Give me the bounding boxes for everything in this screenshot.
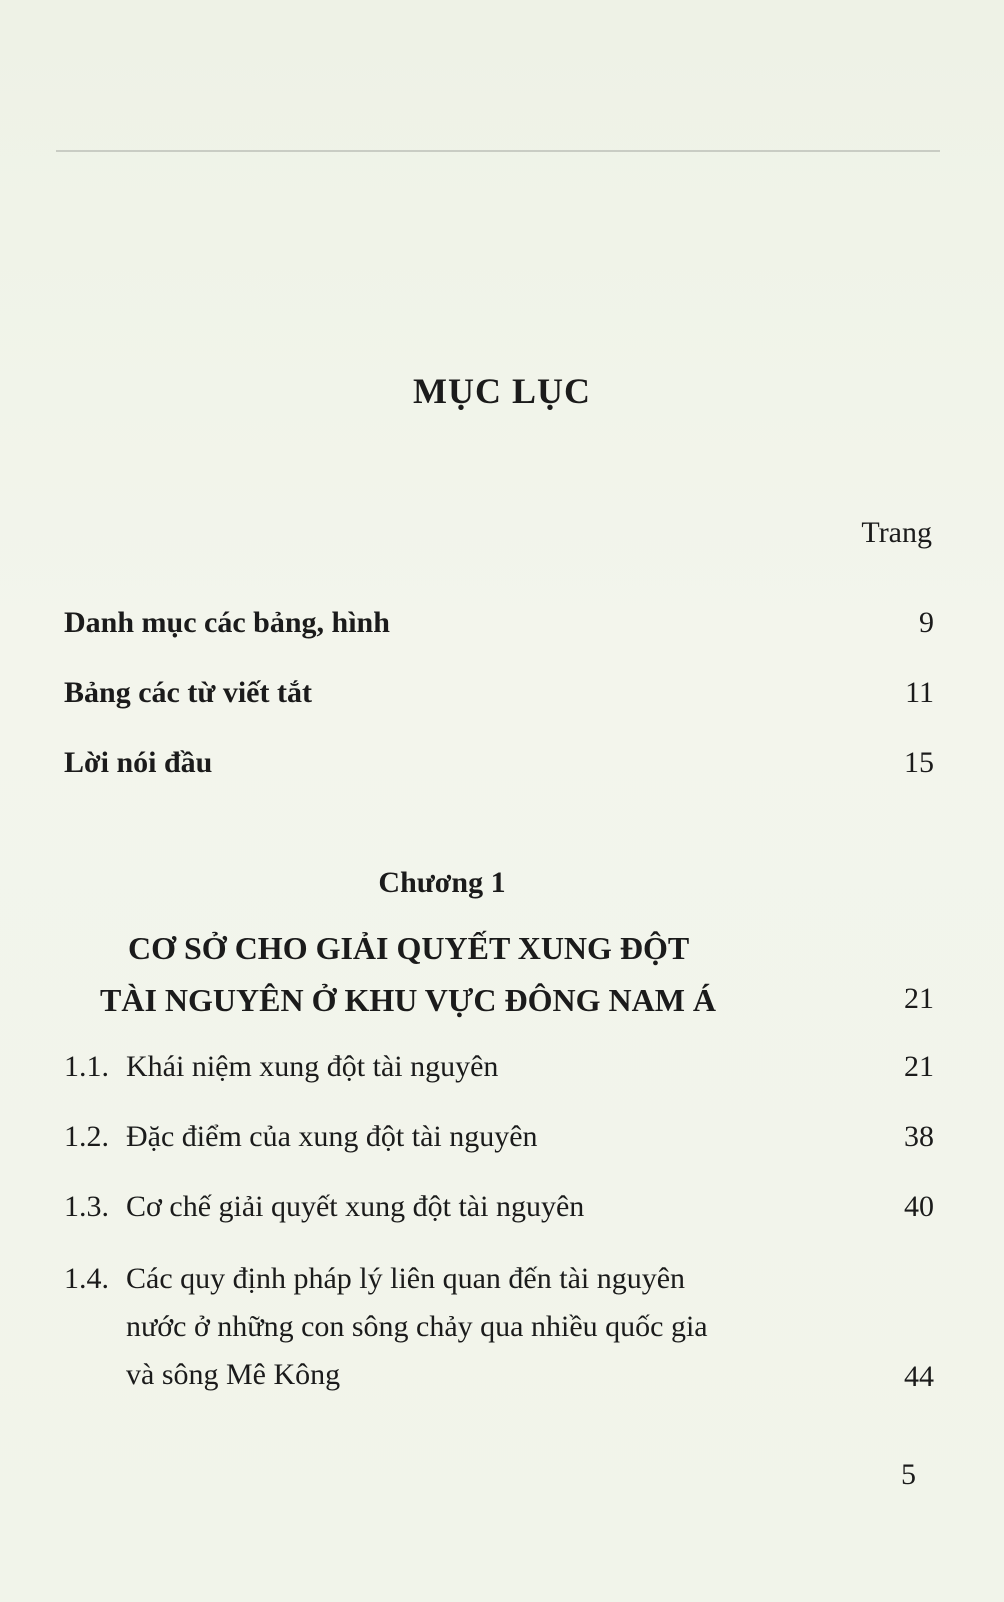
toc-entry-label: Lời nói đầu <box>64 746 213 779</box>
section-number: 1.3. <box>64 1190 109 1223</box>
section-number: 1.1. <box>64 1050 109 1083</box>
section-title: Cơ chế giải quyết xung đột tài nguyên <box>126 1190 585 1223</box>
toc-entry-page: 11 <box>905 676 934 709</box>
toc-entry-tables-figures <box>64 606 934 640</box>
toc-entry-preface <box>64 746 934 780</box>
section-title-line: và sông Mê Kông <box>126 1358 341 1391</box>
toc-entry-abbreviations <box>64 676 934 710</box>
chapter-label-text: Chương 1 <box>378 866 506 899</box>
page-title: MỤC LỤC <box>413 371 591 411</box>
header-rule <box>56 150 940 152</box>
section-page: 38 <box>904 1120 934 1153</box>
page-folio: 5 <box>901 1458 916 1491</box>
chapter-label <box>0 866 1004 900</box>
section-number: 1.4. <box>64 1262 109 1295</box>
section-title-line: nước ở những con sông chảy qua nhiều quốc gia <box>126 1310 708 1343</box>
chapter-title-line1: CƠ SỞ CHO GIẢI QUYẾT XUNG ĐỘT <box>128 930 690 966</box>
section-title: Khái niệm xung đột tài nguyên <box>126 1050 499 1083</box>
chapter-title-line2-row <box>100 982 934 1019</box>
page-column-header: Trang <box>861 516 932 549</box>
section-page: 44 <box>904 1360 934 1393</box>
section-title: Đặc điểm của xung đột tài nguyên <box>126 1120 538 1153</box>
section-title-line: Các quy định pháp lý liên quan đến tài nguyên <box>126 1262 686 1295</box>
toc-entry-page: 15 <box>904 746 934 779</box>
toc-entry-label: Danh mục các bảng, hình <box>64 606 390 639</box>
toc-entry-label: Bảng các từ viết tắt <box>64 676 312 709</box>
toc-entry-page: 9 <box>919 606 934 639</box>
section-page: 21 <box>904 1050 934 1083</box>
section-number: 1.2. <box>64 1120 109 1153</box>
section-page: 40 <box>904 1190 934 1223</box>
chapter-page: 21 <box>904 982 934 1015</box>
chapter-title-line2: TÀI NGUYÊN Ở KHU VỰC ĐÔNG NAM Á <box>100 982 716 1018</box>
